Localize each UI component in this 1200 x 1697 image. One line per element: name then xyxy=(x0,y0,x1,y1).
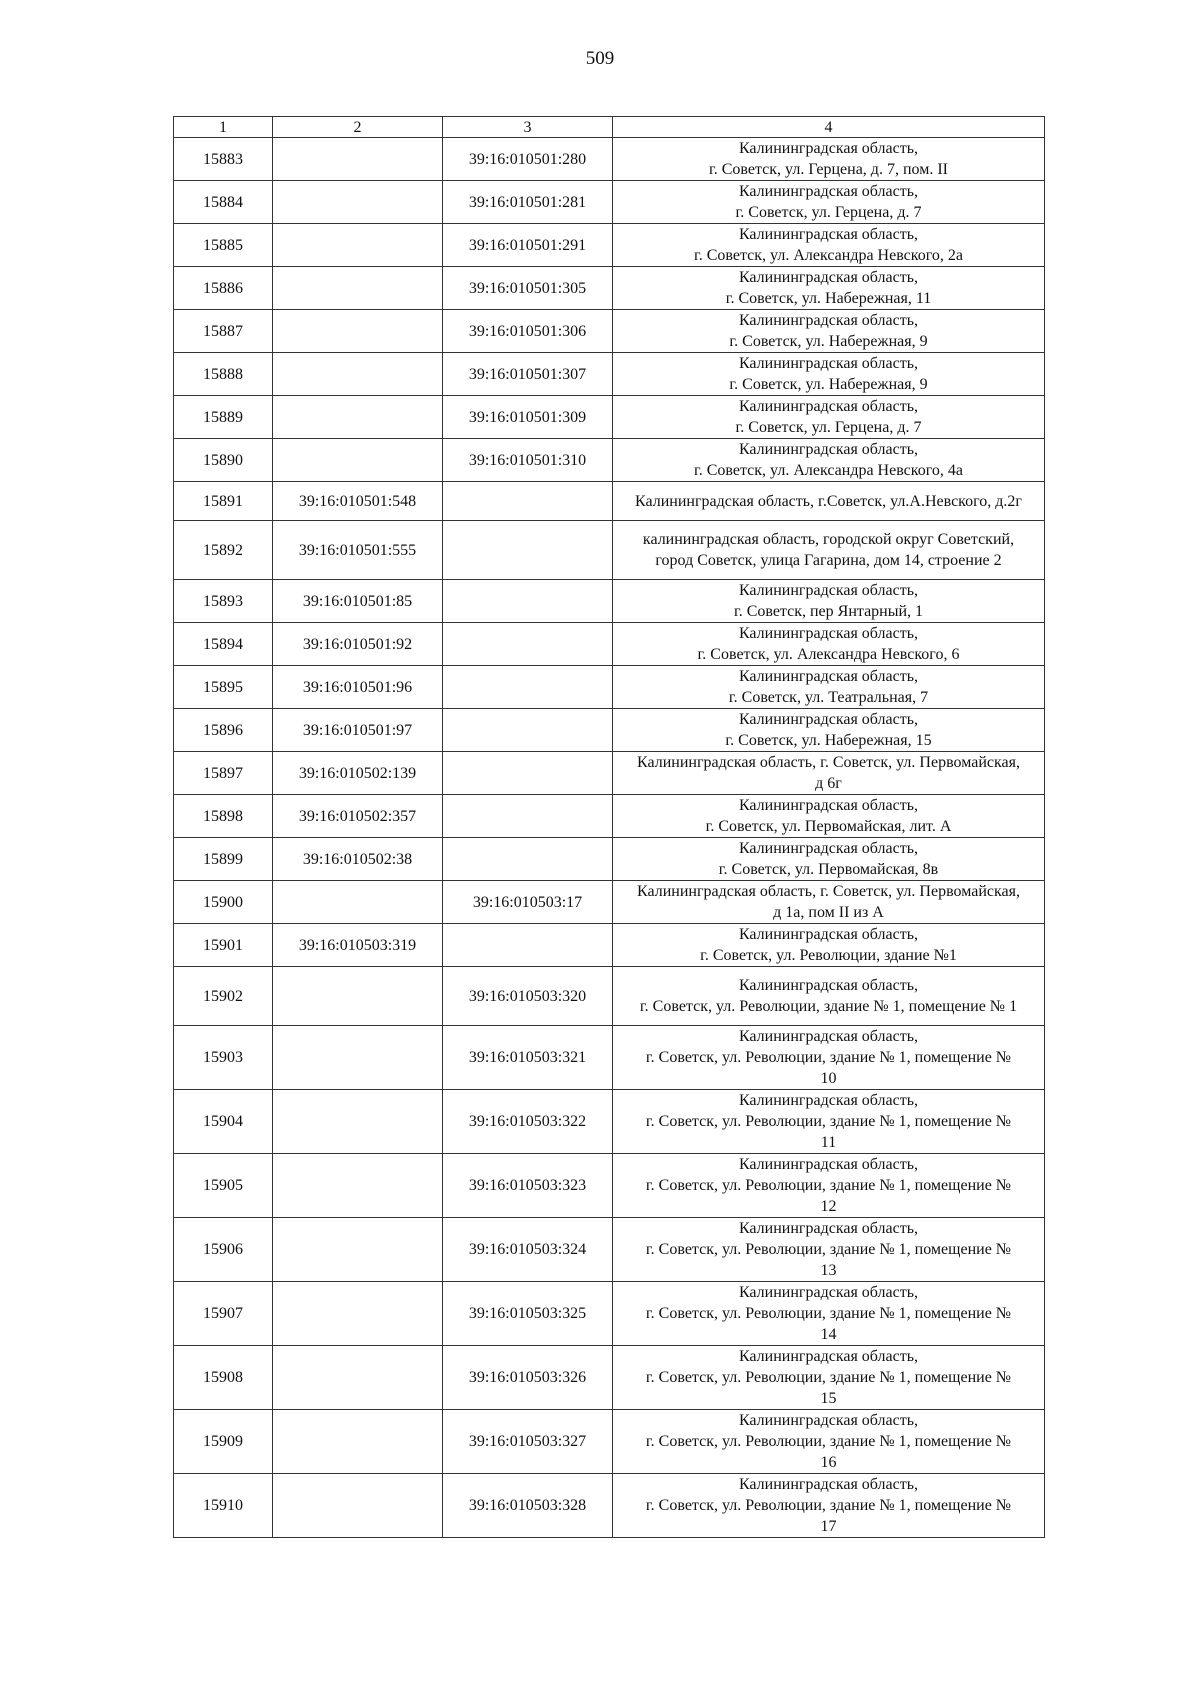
table-row xyxy=(174,967,1045,1026)
table-row xyxy=(174,353,1045,396)
cadastral-number-col2-cell xyxy=(273,439,443,482)
table-row xyxy=(174,181,1045,224)
cadastral-number-col3-cell xyxy=(443,666,613,709)
address-line: город Советск, улица Гагарина, дом 14, строение 2 xyxy=(655,552,1002,569)
address-line: г. Советск, ул. Революции, здание № 1, помещение № xyxy=(645,1177,1012,1194)
column-header-3: 3 xyxy=(443,117,613,138)
address-line: г. Советск, ул. Революции, здание № 1, помещение № xyxy=(645,1497,1012,1514)
row-number-cell: 15889 xyxy=(174,396,273,439)
table-row xyxy=(174,1154,1045,1218)
address-cell xyxy=(613,138,1045,181)
address-line: Калининградская область, xyxy=(738,226,919,243)
table-body xyxy=(174,138,1045,1538)
address-line: Калининградская область, xyxy=(738,1476,919,1493)
table-row xyxy=(174,838,1045,881)
address-line: г. Советск, ул. Александра Невского, 4а xyxy=(694,462,963,479)
address-cell xyxy=(613,1474,1045,1538)
row-number-cell: 15893 xyxy=(174,580,273,623)
cadastral-number-col2-cell xyxy=(273,1090,443,1154)
page-number: 509 xyxy=(585,48,615,69)
column-header-4: 4 xyxy=(613,117,1045,138)
table-row xyxy=(174,752,1045,795)
column-header-1: 1 xyxy=(174,117,273,138)
address-cell xyxy=(613,752,1045,795)
address-line: Калининградская область, г. Советск, ул. Первомайская, xyxy=(637,883,1020,900)
address-cell xyxy=(613,396,1045,439)
cadastral-number-col2-cell xyxy=(273,138,443,181)
cadastral-number-col3-cell: 39:16:010503:324 xyxy=(443,1218,613,1282)
address-line: г. Советск, ул. Первомайская, 8в xyxy=(718,861,939,878)
address-cell xyxy=(613,1026,1045,1090)
table-row xyxy=(174,1282,1045,1346)
table-row xyxy=(174,521,1045,580)
address-line: Калининградская область, xyxy=(738,355,919,372)
address-cell xyxy=(613,838,1045,881)
table-row xyxy=(174,1026,1045,1090)
cadastral-number-col2-cell xyxy=(273,967,443,1026)
cadastral-number-col3-cell: 39:16:010501:309 xyxy=(443,396,613,439)
cadastral-number-col2-cell xyxy=(273,224,443,267)
address-cell xyxy=(613,1154,1045,1218)
table-row xyxy=(174,1410,1045,1474)
address-cell xyxy=(613,1218,1045,1282)
address-line: Калининградская область, xyxy=(738,926,919,943)
address-cell xyxy=(613,353,1045,396)
table-row xyxy=(174,666,1045,709)
cadastral-number-col2-cell xyxy=(273,1026,443,1090)
cadastral-number-col3-cell: 39:16:010503:327 xyxy=(443,1410,613,1474)
row-number-cell: 15894 xyxy=(174,623,273,666)
address-line: Калининградская область, xyxy=(738,840,919,857)
address-cell xyxy=(613,482,1045,521)
table-row xyxy=(174,482,1045,521)
table-row xyxy=(174,1474,1045,1538)
row-number-cell: 15890 xyxy=(174,439,273,482)
address-line: Калининградская область, xyxy=(738,711,919,728)
address-line: Калининградская область, xyxy=(738,398,919,415)
address-line: г. Советск, ул. Набережная, 9 xyxy=(729,333,928,350)
address-line: Калининградская область, xyxy=(738,1284,919,1301)
address-line: Калининградская область, xyxy=(738,441,919,458)
cadastral-number-col2-cell xyxy=(273,353,443,396)
row-number-cell: 15903 xyxy=(174,1026,273,1090)
address-cell xyxy=(613,580,1045,623)
address-line: г. Советск, ул. Набережная, 11 xyxy=(725,290,932,307)
row-number-cell: 15895 xyxy=(174,666,273,709)
address-line: Калининградская область, xyxy=(738,183,919,200)
cadastral-number-col3-cell: 39:16:010503:17 xyxy=(443,881,613,924)
address-line: Калининградская область, г. Советск, ул. Первомайская, xyxy=(637,754,1020,771)
address-line: г. Советск, ул. Революции, здание № 1, помещение № 1 xyxy=(639,998,1018,1015)
cadastral-number-col3-cell xyxy=(443,482,613,521)
address-line: г. Советск, ул. Набережная, 15 xyxy=(725,732,932,749)
address-line: Калининградская область, xyxy=(738,269,919,286)
row-number-cell: 15902 xyxy=(174,967,273,1026)
address-cell xyxy=(613,181,1045,224)
row-number-cell: 15906 xyxy=(174,1218,273,1282)
cadastral-number-col2-cell: 39:16:010503:319 xyxy=(273,924,443,967)
address-line: 14 xyxy=(820,1326,837,1343)
table-row xyxy=(174,709,1045,752)
address-line: Калининградская область, xyxy=(738,140,919,157)
address-line: г. Советск, ул. Революции, здание № 1, помещение № xyxy=(645,1113,1012,1130)
cadastral-number-col2-cell xyxy=(273,181,443,224)
address-cell xyxy=(613,881,1045,924)
cadastral-number-col3-cell xyxy=(443,580,613,623)
table-row xyxy=(174,795,1045,838)
cadastral-number-col3-cell: 39:16:010503:323 xyxy=(443,1154,613,1218)
cadastral-number-col2-cell: 39:16:010501:92 xyxy=(273,623,443,666)
address-line: г. Советск, ул. Первомайская, лит. А xyxy=(705,818,952,835)
row-number-cell: 15883 xyxy=(174,138,273,181)
address-line: г. Советск, ул. Революции, здание № 1, помещение № xyxy=(645,1369,1012,1386)
address-cell xyxy=(613,1282,1045,1346)
address-line: Калининградская область, xyxy=(738,797,919,814)
row-number-cell: 15901 xyxy=(174,924,273,967)
cadastral-number-col3-cell: 39:16:010501:305 xyxy=(443,267,613,310)
cadastral-number-col3-cell: 39:16:010501:291 xyxy=(443,224,613,267)
address-line: 12 xyxy=(820,1198,837,1215)
address-line: г. Советск, ул. Революции, здание № 1, помещение № xyxy=(645,1433,1012,1450)
cadastral-number-col2-cell xyxy=(273,1474,443,1538)
address-line: д 6г xyxy=(815,775,842,792)
row-number-cell: 15888 xyxy=(174,353,273,396)
address-line: Калининградская область, xyxy=(738,1092,919,1109)
cadastral-number-col3-cell: 39:16:010501:310 xyxy=(443,439,613,482)
row-number-cell: 15898 xyxy=(174,795,273,838)
cadastral-number-col2-cell: 39:16:010501:85 xyxy=(273,580,443,623)
table-row xyxy=(174,439,1045,482)
cadastral-number-col2-cell: 39:16:010502:38 xyxy=(273,838,443,881)
address-cell xyxy=(613,795,1045,838)
cadastral-number-col3-cell: 39:16:010503:326 xyxy=(443,1346,613,1410)
cadastral-number-col3-cell xyxy=(443,795,613,838)
table-row xyxy=(174,881,1045,924)
address-cell xyxy=(613,1090,1045,1154)
cadastral-number-col2-cell xyxy=(273,881,443,924)
address-cell xyxy=(613,310,1045,353)
row-number-cell: 15905 xyxy=(174,1154,273,1218)
table-row xyxy=(174,1218,1045,1282)
row-number-cell: 15886 xyxy=(174,267,273,310)
address-line: Калининградская область, г.Советск, ул.А.Невского, д.2г xyxy=(635,492,1022,510)
address-line: 10 xyxy=(820,1070,837,1087)
cadastral-number-col2-cell xyxy=(273,1282,443,1346)
address-line: г. Советск, ул. Революции, здание № 1, помещение № xyxy=(645,1049,1012,1066)
address-cell xyxy=(613,224,1045,267)
cadastral-number-col3-cell xyxy=(443,838,613,881)
cadastral-number-col3-cell: 39:16:010503:328 xyxy=(443,1474,613,1538)
cadastral-number-col2-cell xyxy=(273,267,443,310)
cadastral-number-col3-cell: 39:16:010501:307 xyxy=(443,353,613,396)
address-line: г. Советск, пер Янтарный, 1 xyxy=(733,603,924,620)
cadastral-number-col3-cell xyxy=(443,623,613,666)
cadastral-number-col2-cell: 39:16:010502:139 xyxy=(273,752,443,795)
row-number-cell: 15899 xyxy=(174,838,273,881)
address-line: 11 xyxy=(820,1134,837,1151)
address-line: г. Советск, ул. Революции, здание №1 xyxy=(700,947,957,964)
cadastral-number-col2-cell: 39:16:010501:548 xyxy=(273,482,443,521)
address-line: 17 xyxy=(820,1518,837,1535)
table-row xyxy=(174,580,1045,623)
cadastral-number-col2-cell xyxy=(273,1154,443,1218)
row-number-cell: 15910 xyxy=(174,1474,273,1538)
address-line: г. Советск, ул. Революции, здание № 1, помещение № xyxy=(645,1305,1012,1322)
row-number-cell: 15907 xyxy=(174,1282,273,1346)
cadastral-number-col3-cell: 39:16:010503:325 xyxy=(443,1282,613,1346)
cadastral-number-col3-cell: 39:16:010503:322 xyxy=(443,1090,613,1154)
address-line: Калининградская область, xyxy=(738,1412,919,1429)
row-number-cell: 15891 xyxy=(174,482,273,521)
address-line: г. Советск, ул. Герцена, д. 7 xyxy=(735,204,922,221)
address-line: г. Советск, ул. Герцена, д. 7 xyxy=(735,419,922,436)
cadastral-number-col3-cell: 39:16:010503:321 xyxy=(443,1026,613,1090)
row-number-cell: 15887 xyxy=(174,310,273,353)
address-line: Калининградская область, xyxy=(738,1028,919,1045)
table-row xyxy=(174,924,1045,967)
column-header-2: 2 xyxy=(273,117,443,138)
row-number-cell: 15892 xyxy=(174,521,273,580)
cadastral-number-col2-cell xyxy=(273,1410,443,1474)
address-line: 15 xyxy=(820,1390,837,1407)
cadastral-number-col3-cell: 39:16:010503:320 xyxy=(443,967,613,1026)
address-line: Калининградская область, xyxy=(738,1220,919,1237)
address-cell xyxy=(613,439,1045,482)
address-line: г. Советск, ул. Революции, здание № 1, помещение № xyxy=(645,1241,1012,1258)
table-row xyxy=(174,623,1045,666)
address-line: г. Советск, ул. Театральная, 7 xyxy=(728,689,929,706)
address-line: калининградская область, городской округ Советский, xyxy=(642,531,1015,548)
address-line: г. Советск, ул. Набережная, 9 xyxy=(729,376,928,393)
table-row xyxy=(174,1346,1045,1410)
row-number-cell: 15897 xyxy=(174,752,273,795)
registry-table xyxy=(173,116,1045,1538)
address-cell xyxy=(613,666,1045,709)
address-cell xyxy=(613,623,1045,666)
row-number-cell: 15904 xyxy=(174,1090,273,1154)
cadastral-number-col2-cell: 39:16:010501:555 xyxy=(273,521,443,580)
table-row xyxy=(174,310,1045,353)
cadastral-number-col2-cell: 39:16:010501:97 xyxy=(273,709,443,752)
address-line: г. Советск, ул. Герцена, д. 7, пом. II xyxy=(709,161,948,178)
table-row xyxy=(174,396,1045,439)
row-number-cell: 15896 xyxy=(174,709,273,752)
cadastral-number-col3-cell: 39:16:010501:281 xyxy=(443,181,613,224)
row-number-cell: 15909 xyxy=(174,1410,273,1474)
cadastral-number-col3-cell: 39:16:010501:306 xyxy=(443,310,613,353)
address-line: Калининградская область, xyxy=(738,977,919,994)
row-number-cell: 15884 xyxy=(174,181,273,224)
cadastral-number-col3-cell xyxy=(443,924,613,967)
cadastral-number-col3-cell xyxy=(443,521,613,580)
address-line: Калининградская область, xyxy=(738,1348,919,1365)
cadastral-number-col2-cell xyxy=(273,1218,443,1282)
table-row xyxy=(174,224,1045,267)
address-cell xyxy=(613,267,1045,310)
cadastral-number-col3-cell: 39:16:010501:280 xyxy=(443,138,613,181)
address-line: г. Советск, ул. Александра Невского, 6 xyxy=(697,646,960,663)
cadastral-number-col2-cell: 39:16:010501:96 xyxy=(273,666,443,709)
address-line: 16 xyxy=(820,1454,837,1471)
address-line: Калининградская область, xyxy=(738,312,919,329)
address-line: 13 xyxy=(820,1262,837,1279)
address-cell xyxy=(613,521,1045,580)
address-cell xyxy=(613,967,1045,1026)
cadastral-number-col3-cell xyxy=(443,752,613,795)
address-line: г. Советск, ул. Александра Невского, 2а xyxy=(694,247,963,264)
cadastral-number-col2-cell: 39:16:010502:357 xyxy=(273,795,443,838)
address-line: Калининградская область, xyxy=(738,668,919,685)
cadastral-number-col2-cell xyxy=(273,396,443,439)
address-cell xyxy=(613,1410,1045,1474)
table-row xyxy=(174,267,1045,310)
address-line: Калининградская область, xyxy=(738,582,919,599)
row-number-cell: 15885 xyxy=(174,224,273,267)
address-line: Калининградская область, xyxy=(738,625,919,642)
cadastral-number-col3-cell xyxy=(443,709,613,752)
address-line: д 1а, пом II из А xyxy=(773,904,884,921)
cadastral-number-col2-cell xyxy=(273,310,443,353)
table-header-row xyxy=(174,117,1045,138)
row-number-cell: 15908 xyxy=(174,1346,273,1410)
address-cell xyxy=(613,1346,1045,1410)
address-line: Калининградская область, xyxy=(738,1156,919,1173)
cadastral-number-col2-cell xyxy=(273,1346,443,1410)
address-cell xyxy=(613,709,1045,752)
row-number-cell: 15900 xyxy=(174,881,273,924)
table-row xyxy=(174,1090,1045,1154)
table-row xyxy=(174,138,1045,181)
address-cell xyxy=(613,924,1045,967)
